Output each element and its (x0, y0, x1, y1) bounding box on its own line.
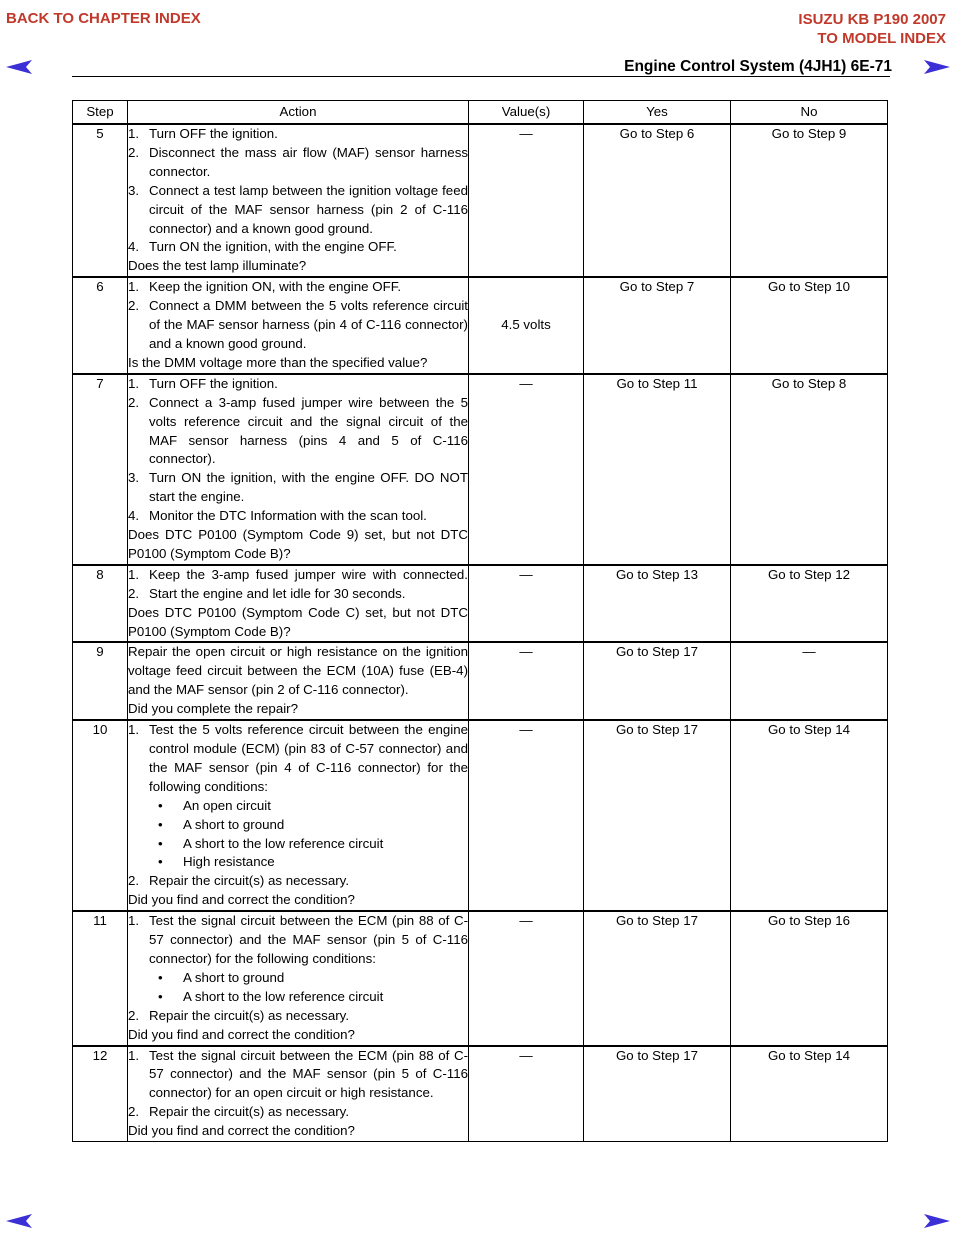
next-page-arrow-bottom-icon[interactable] (922, 1212, 952, 1230)
step-number: 6 (73, 277, 128, 374)
value-cell: — (469, 642, 584, 720)
value-cell: — (469, 720, 584, 911)
action-question: Did you find and correct the condition? (128, 1123, 355, 1139)
value-cell: — (469, 1046, 584, 1142)
no-cell: Go to Step 16 (731, 911, 888, 1045)
no-cell: Go to Step 9 (731, 124, 888, 277)
header-yes: Yes (584, 101, 731, 125)
yes-cell: Go to Step 11 (584, 374, 731, 565)
action-item: Test the 5 volts reference circuit between the engine control module (ECM) (pin 83 of C-57 connector) and the MAF sensor (pin 4 of C-116 connector) for the following conditions: (149, 722, 468, 794)
diagnostic-table (72, 100, 888, 1142)
yes-cell: Go to Step 6 (584, 124, 731, 277)
previous-page-arrow-bottom-icon[interactable] (4, 1212, 34, 1230)
brand-title-link[interactable]: ISUZU KB P190 2007 (798, 11, 946, 28)
action-item: Repair the circuit(s) as necessary. (149, 1007, 350, 1023)
yes-cell: Go to Step 17 (584, 1046, 731, 1142)
step-number: 11 (73, 911, 128, 1045)
action-item: Disconnect the mass air flow (MAF) sensor harness connector. (149, 144, 468, 179)
action-item: Test the signal circuit between the ECM (pin 88 of C-57 connector) and the MAF sensor (pin 5 of C-116 connector) for the following conditions: (149, 913, 468, 966)
table-row (73, 911, 888, 1045)
action-item: Monitor the DTC Information with the scan tool. (149, 508, 427, 524)
step-number: 12 (73, 1046, 128, 1142)
action-cell: 1. Turn OFF the ignition. 2. Connect a 3-amp fused jumper wire between the 5 volts reference circuit and the signal circuit of the MAF sensor harness (pins 4 and 5 of C-116 connector). 3. Turn ON the ignition, with the engine OFF. DO NOT start the engine. 4. Monitor the DTC Information with the scan tool. Does DTC P0100 (Symptom Code 9) set, but not DTC P0100 (Symptom Code B)? (128, 374, 469, 565)
action-question: Did you find and correct the condition? (128, 892, 355, 908)
action-cell: 1. Test the 5 volts reference circuit between the engine control module (ECM) (pin 83 of C-57 connector) and the MAF sensor (pin 4 of C-116 connector) for the following conditions: • An open circuit • A short to ground • A short to the low reference circuit • High resistance 2. Repair the circuit(s) as necessary. Did you find and correct the condition? (128, 720, 469, 911)
action-item: Connect a 3-amp fused jumper wire between the 5 volts reference circuit and the signal circuit of the MAF sensor harness (pins 4 and 5 of C-116 connector). (149, 394, 468, 467)
yes-cell: Go to Step 17 (584, 911, 731, 1045)
header-no: No (731, 101, 888, 125)
action-question: Did you find and correct the condition? (128, 1026, 355, 1042)
no-cell: — (731, 642, 888, 720)
action-item: Turn ON the ignition, with the engine OFF. (149, 239, 397, 255)
header-values: Value(s) (469, 101, 584, 125)
previous-page-arrow-icon[interactable] (4, 58, 34, 76)
action-cell: 1. Keep the ignition ON, with the engine OFF. 2. Connect a DMM between the 5 volts reference circuit of the MAF sensor harness (pin 4 of C-116 connector) and a known good ground. Is the DMM voltage more than the specified value? (128, 277, 469, 374)
yes-cell: Go to Step 17 (584, 642, 731, 720)
table-row (73, 642, 888, 720)
table-row (73, 720, 888, 911)
table-header-row (73, 101, 888, 125)
no-cell: Go to Step 14 (731, 1046, 888, 1142)
action-item: Connect a DMM between the 5 volts reference circuit of the MAF sensor harness (pin 4 of C-116 connector) and a known good ground. (149, 298, 468, 351)
condition-bullet: A short to the low reference circuit (183, 835, 384, 851)
table-row (73, 1046, 888, 1142)
condition-bullet: A short to ground (183, 816, 285, 832)
yes-cell: Go to Step 7 (584, 277, 731, 374)
back-to-chapter-index-link[interactable]: BACK TO CHAPTER INDEX (6, 10, 201, 27)
condition-bullet: A short to ground (183, 969, 285, 985)
to-model-index-link[interactable]: TO MODEL INDEX (817, 30, 946, 47)
action-item: Turn OFF the ignition. (149, 126, 278, 141)
action-paragraph: Repair the open circuit or high resistance on the ignition voltage feed circuit between the ECM (10A) fuse (EB-4) and the MAF sensor (pin 2 of C-116 connector). (128, 644, 468, 698)
condition-bullet: A short to the low reference circuit (183, 988, 384, 1004)
value-cell: — (469, 911, 584, 1045)
action-question: Did you complete the repair? (128, 701, 298, 717)
value-cell: — (469, 124, 584, 277)
no-cell: Go to Step 12 (731, 565, 888, 643)
action-item: Repair the circuit(s) as necessary. (149, 1104, 350, 1120)
yes-cell: Go to Step 17 (584, 720, 731, 911)
next-page-arrow-icon[interactable] (922, 58, 952, 76)
no-cell: Go to Step 14 (731, 720, 888, 911)
action-item: Keep the ignition ON, with the engine OFF. (149, 279, 402, 295)
action-item: Turn OFF the ignition. (149, 375, 278, 391)
condition-bullet: An open circuit (183, 797, 271, 813)
action-item: Keep the 3-amp fused jumper wire with connected. (149, 566, 468, 582)
value-cell: — (469, 374, 584, 565)
step-number: 9 (73, 642, 128, 720)
action-item: Test the signal circuit between the ECM (pin 88 of C-57 connector) and the MAF sensor (pin 5 of C-116 connector) for an open circuit or high resistance. (149, 1047, 468, 1101)
action-question: Does DTC P0100 (Symptom Code 9) set, but not DTC P0100 (Symptom Code B)? (128, 527, 468, 561)
action-cell: 1. Test the signal circuit between the ECM (pin 88 of C-57 connector) and the MAF sensor (pin 5 of C-116 connector) for the following conditions: • A short to ground • A short to the low reference circuit 2. Repair the circuit(s) as necessary. Did you find and correct the condition? (128, 911, 469, 1045)
value-cell: — (469, 565, 584, 643)
condition-bullet: High resistance (183, 854, 275, 870)
header-rule (72, 76, 890, 77)
table-row (73, 374, 888, 565)
header-action: Action (128, 101, 469, 125)
step-number: 7 (73, 374, 128, 565)
no-cell: Go to Step 8 (731, 374, 888, 565)
table-row (73, 565, 888, 643)
yes-cell: Go to Step 13 (584, 565, 731, 643)
no-cell: Go to Step 10 (731, 277, 888, 374)
action-cell (128, 642, 469, 720)
value-cell: 4.5 volts (469, 277, 584, 374)
action-item: Start the engine and let idle for 30 seconds. (149, 585, 406, 601)
action-cell: 1. Turn OFF the ignition. 2. Disconnect the mass air flow (MAF) sensor harness connector. 3. Connect a test lamp between the ignition voltage feed circuit of the MAF sensor harness (pin 2 of C-116 connector) and a known good ground. 4. Turn ON the ignition, with the engine OFF. Does the test lamp illuminate? (128, 124, 469, 277)
step-number: 10 (73, 720, 128, 911)
action-cell: 1. Test the signal circuit between the ECM (pin 88 of C-57 connector) and the MAF sensor (pin 5 of C-116 connector) for an open circuit or high resistance. 2. Repair the circuit(s) as necessary. Did you find and correct the condition? (128, 1046, 469, 1142)
action-question: Is the DMM voltage more than the specified value? (128, 354, 428, 370)
action-cell: 1. Keep the 3-amp fused jumper wire with connected. 2. Start the engine and let idle for 30 seconds. Does DTC P0100 (Symptom Code C) set, but not DTC P0100 (Symptom Code B)? (128, 565, 469, 643)
page-title: Engine Control System (4JH1) 6E-71 (624, 58, 892, 75)
action-question: Does the test lamp illuminate? (128, 258, 307, 274)
action-item: Repair the circuit(s) as necessary. (149, 873, 350, 889)
table-row (73, 124, 888, 277)
table-row (73, 277, 888, 374)
action-item: Turn ON the ignition, with the engine OFF. DO NOT start the engine. (149, 470, 468, 505)
model-index-links (798, 10, 946, 48)
action-question: Does DTC P0100 (Symptom Code C) set, but not DTC P0100 (Symptom Code B)? (128, 604, 468, 639)
header-step: Step (73, 101, 128, 125)
action-item: Connect a test lamp between the ignition voltage feed circuit of the MAF sensor harness (pin 2 of C-116 connector) and a known good ground. (149, 182, 468, 236)
step-number: 8 (73, 565, 128, 643)
step-number: 5 (73, 124, 128, 277)
